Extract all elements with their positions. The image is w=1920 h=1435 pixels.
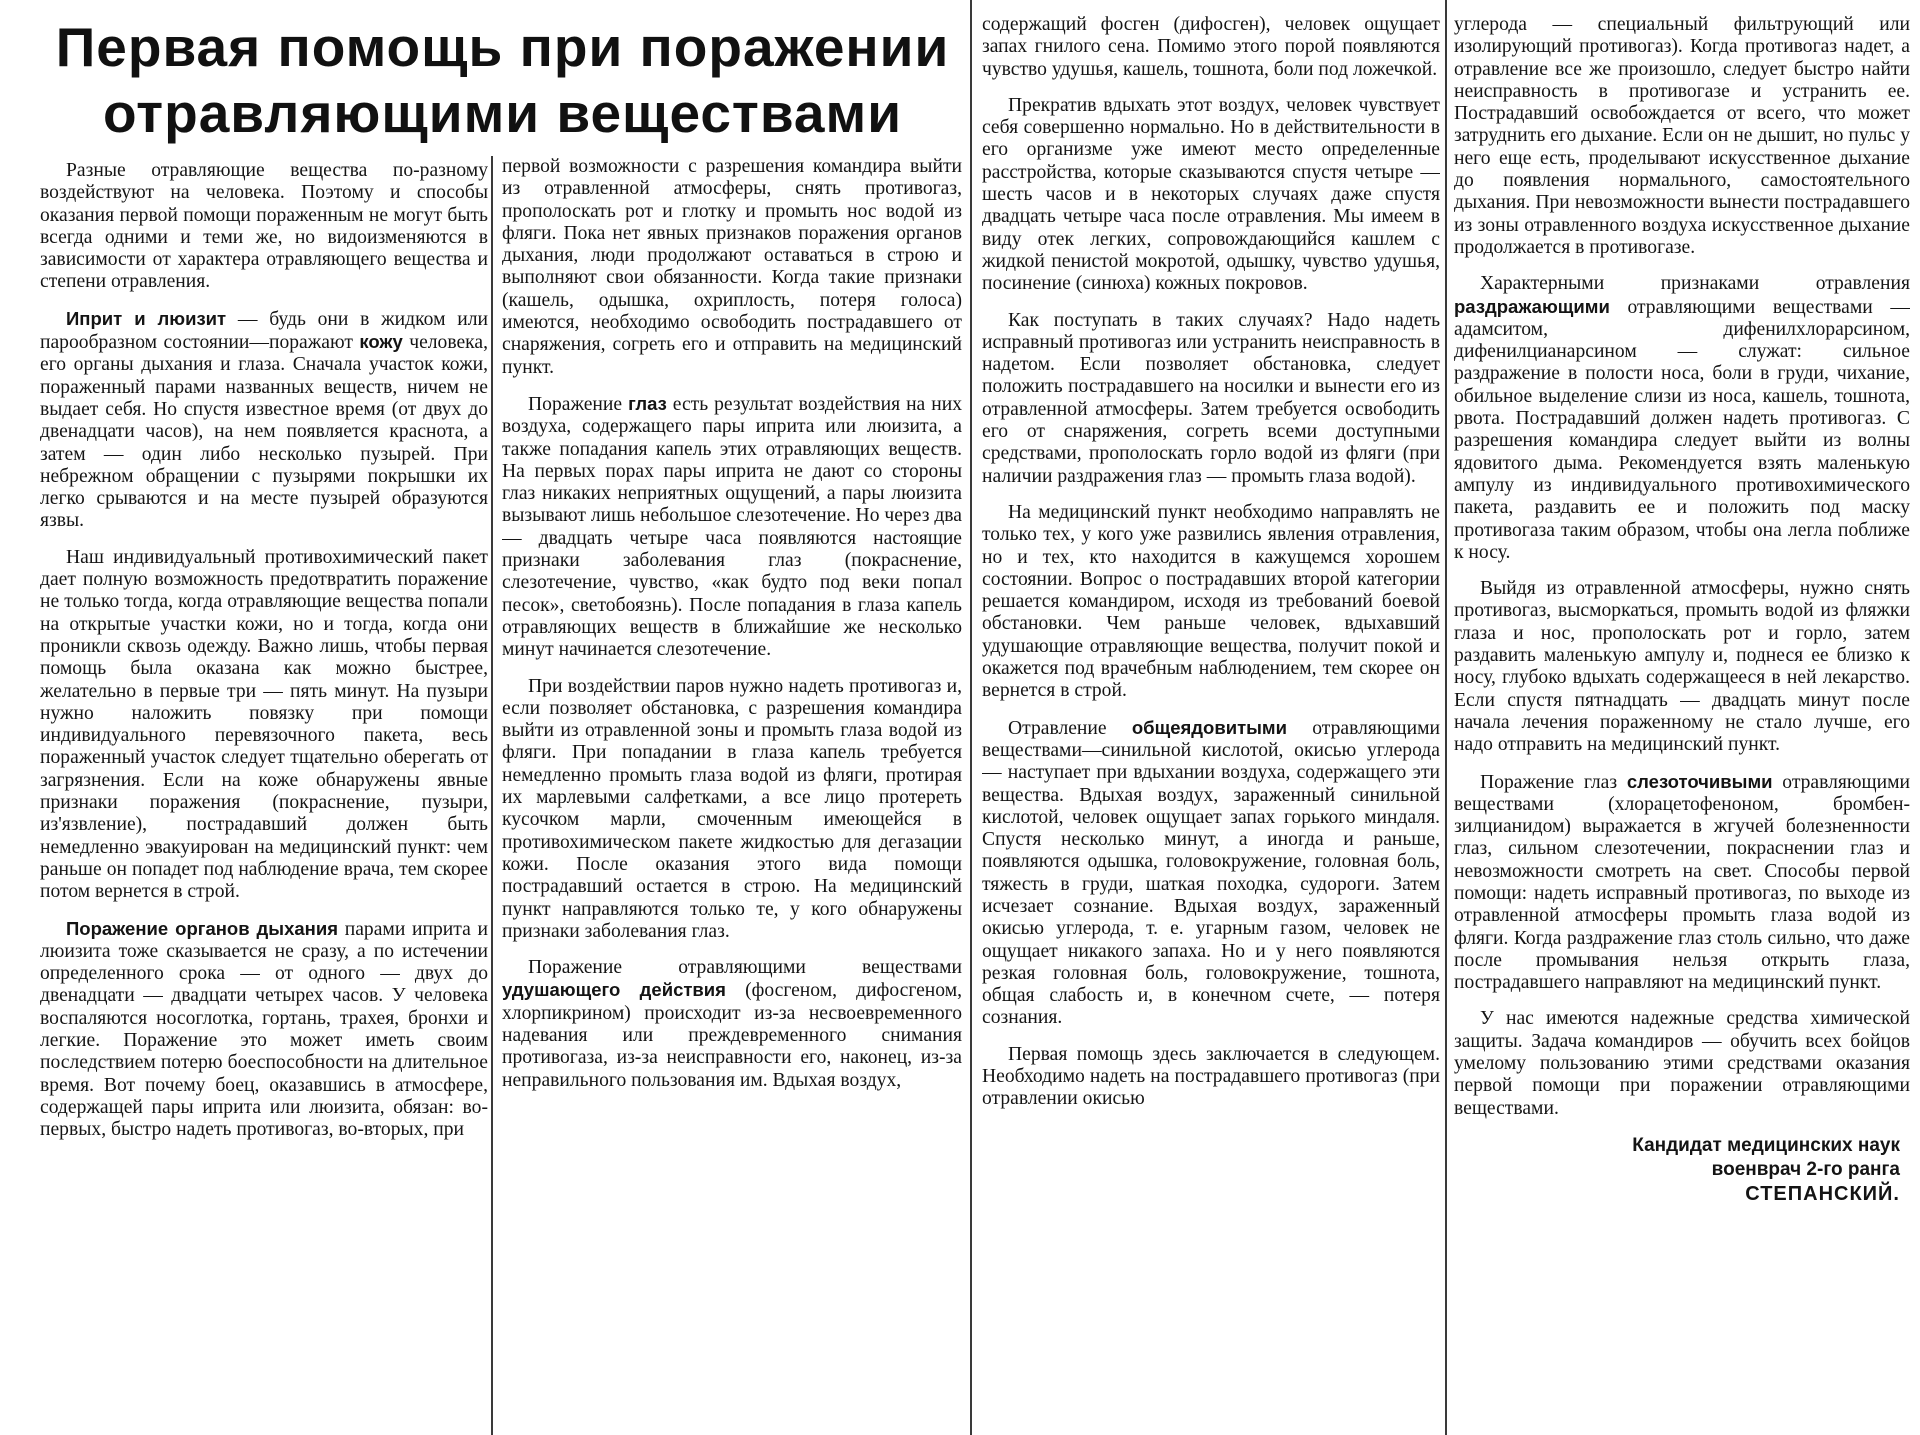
paragraph: Разные отравляющие вещества по-разному воздействуют на человека. Поэтому и способы оказания первой помощи пораженным не могут быть всегда одними и теми же, но видоизменяются в зависимости от характера отравляющего вещества и степени отравления. — [40, 160, 488, 293]
paragraph-text: отравляющими веществами (хлорацетофеноном, бромбен-зилцианидом) выражается в жгучей болезненности глаз, сильном слезотечении, покраснении глаз и невозможности смотреть на свет. Способы первой помощи: надеть исправный противогаз, по выходе из отравленной атмосферы промыть глаза водой из фляги. Когда раздражение глаз столь сильно, что даже после промывания нельзя открыть глаза, пострадавшего направляют на медицинский пункт. — [1454, 771, 1910, 994]
column-4 — [1454, 14, 1910, 1435]
paragraph-text: — будь они в жидком или парообразном состоянии—поражают — [40, 308, 488, 354]
paragraph-text: отравляющими веществами — адамситом, дифенилхлорарсином, дифенилцианарсином — служат: сильное раздражение в полости носа, боли в груди, чихание, обильное выделение слизи из носа, кашель, тошнота, рвота. Пострадавший должен надеть противогаз. С разрешения командира следует выйти из волны ядовитого дыма. Рекомендуется взять маленькую ампулу из индивидуального противохимического пакета, раздавить ее и положить под маску противогаза таким образом, чтобы она легла поближе к носу. — [1454, 296, 1910, 563]
paragraph: При воздействии паров нужно надеть противогаз и, если позволяет обстановка, с разрешения командира выйти из отравленной зоны и промыть глаза водой из фляги. При попадании в глаза капель требуется немедленно промыть глаза водой из фляги, протирая их марлевыми салфетками, а все лицо протереть кусочком марли, смоченным имеющейся в противохимическом пакете жидкостью для дегазации кожи. После оказания этого вида помощи пострадавший остается в строю. На медицинский пункт направляются только те, у кого обнаружены признаки заболевания глаз. — [502, 675, 962, 942]
paragraph: Наш индивидуальный противохимический пакет дает полную возможность предотвратить поражение не только тогда, когда отравляющие вещества попали на открытые участки кожи, но и тогда, когда они проникли сквозь одежду. Важно лишь, чтобы первая помощь была оказана как можно быстрее, желательно в первые три — пять минут. На пузыри нужно наложить повязку при помощи индивидуального перевязочного пакета, весь пораженный участок следует тщательно оберегать от загрязнения. Если на коже обнаружены явные признаки поражения (покраснение, пузыри, из'язвление), пострадавший должен быть немедленно эвакуирован на медицинский пункт: чем раньше он попадет под наблюдение врача, тем скорее потом вернется в строй. — [40, 546, 488, 903]
paragraph: содержащий фосген (дифосген), человек ощущает запах гнилого сена. Помимо этого порой появляются чувство удушья, кашель, тошнота, боли под ложечкой. — [982, 14, 1440, 80]
paragraph — [502, 957, 962, 1092]
paragraph: Первая помощь здесь заключается в следующем. Необходимо надеть на пострадавшего противогаз (при отравлении окисью — [982, 1043, 1440, 1110]
author-signature — [1454, 1134, 1910, 1206]
column-rule — [970, 0, 972, 1435]
column-2 — [502, 156, 962, 1435]
paragraph-text: Поражение — [528, 393, 629, 415]
headline-line-1: Первая помощь при поражении — [55, 16, 950, 78]
paragraph-text: Характерными признаками отравления — [1480, 273, 1910, 295]
paragraph: Выйдя из отравленной атмосферы, нужно снять противогаз, высморкаться, промыть водой из фляжки глаза и нос, прополоскать рот и горло, затем раздавить маленькую ампулу и, поднеся ее близко к носу, глубоко вдыхать содержащееся в ней лекарство. Если спустя пятнадцать — двадцать минут после начала лечения пораженному не стало лучше, его надо отправить на медицинский пункт. — [1454, 578, 1910, 756]
paragraph: углерода — специальный фильтрующий или изолирующий противогаз). Когда противогаз надет, а отравление все же произошло, следует быстро найти неисправность в противогазе и устранить ее. Пострадавший освобождается от всего, что может затруднить его дыхание. Если он не дышит, но пульс у него еще есть, проделывают искусственное дыхание до появления нормального, самостоятельного дыхания. При невозможности вынести пострадавшего из зоны отравленного воздуха искусственное дыхание продолжается в противогазе. — [1454, 14, 1910, 258]
paragraph — [1454, 771, 1910, 995]
paragraph-text: человека, его органы дыхания и глаза. Сначала участок кожи, пораженный парами названных веществ, ничем не выдает себя. Но спустя известное время (от двух до двенадцати часов), на нем появляется краснота, а затем — один либо несколько пузырей. При небрежном обращении с пузырями покрышки их легко срываются и на месте пузырей образуются язвы. — [40, 332, 488, 532]
author-name: СТЕПАНСКИЙ. — [1745, 1182, 1900, 1205]
column-rule — [1445, 0, 1447, 1435]
keyword: кожу — [359, 331, 403, 353]
paragraph-text: отравляющими веществами—синильной кислотой, окисью углерода — наступает при вдыхании воздуха, содержащего эти вещества. Вдыхая воздух, зараженный синильной кислотой, человек ощущает запах горького миндаля. Спустя несколько минут, а иногда и раньше, появляются одышка, головокружение, головная боль, тяжесть в груди, шаткая походка, судороги. Затем исчезает сознание. Вдыхая воздух, зараженный окисью углерода, т. е. угарным газом, человек не ощущает никакого запаха. Но и у него появляются резкая головная боль, головокружение, тошнота, общая слабость и, в конечном счете, — потеря сознания. — [982, 717, 1440, 1029]
paragraph — [982, 717, 1440, 1030]
paragraph: На медицинский пункт необходимо направлять не только тех, у кого уже развились явления отравления, но и тех, кто находится в кажущемся хорошем состоянии. Вопрос о пострадавших второй категории решается командиром, исходя из требований боевой обстановки. Чем раньше человек, вдыхавший удушающие отравляющие вещества, получит покой и окажется под врачебным наблюдением, тем скорее он вернется в строй. — [982, 501, 1440, 702]
keyword: удушающего действия — [502, 979, 726, 1001]
keyword: Иприт и люизит — [66, 307, 227, 329]
keyword: глаз — [628, 392, 667, 414]
paragraph-text: парами иприта и люизита тоже сказывается не сразу, а по истечении определенного срока — от одного — двух до двенадцати — двадцати четырех часов. У человека воспаляются носоглотка, гортань, трахея, бронхи и легкие. Поражение это может иметь своим последствием потерю боеспособности на длительное время. Вот почему боец, оказавшись в атмосфере, содержащей пары иприта или люизита, обязан: во-первых, быстро надеть противогаз, во-вторых, при — [40, 918, 488, 1141]
paragraph-text: (фосгеном, дифосгеном, хлорпикрином) происходит из-за несвоевременного надевания или преждевременного снимания противогаза, из-за неисправности его, наконец, из-за неправильного пользования им. Вдыхая воздух, — [502, 980, 962, 1091]
paragraph — [40, 308, 488, 533]
paragraph-text: Отравление — [1008, 717, 1132, 739]
paragraph-text: есть результат воздействия на них воздуха, содержащего пары иприта или люизита, а также попадания капель этих отравляющих веществ. На первых порах пары иприта не дают со стороны глаз никаких неприятных ощущений, а пары люизита вызывают лишь небольшое слезотечение. Но через два — двадцать четыре часа появляются настоящие признаки заболевания глаз (покраснение, слезотечение, чувство, «как будто под веки попал песок», светобоязнь). После попадания в глаза капель отравляющих веществ в ближайшие же несколько минут начинается слезотечение. — [502, 393, 962, 661]
keyword: слезоточивыми — [1626, 770, 1773, 792]
keyword: Поражение органов дыхания — [66, 917, 339, 939]
paragraph-text: Поражение отравляющими веществами — [528, 957, 962, 979]
paragraph — [1454, 273, 1910, 564]
paragraph: Как поступать в таких случаях? Надо надеть исправный противогаз или устранить неисправность в надетом. Если позволяет обстановка, следует положить пострадавшего на носилки и вынести его из отравленной атмосферы. Затем требуется освободить его от снаряжения, согреть всеми доступными средствами, прополоскать горло водой из фляги (при наличии раздражения глаз — промыть глаза водой). — [982, 309, 1440, 487]
paragraph — [40, 918, 488, 1142]
keyword: общеядовитыми — [1131, 716, 1287, 738]
paragraph: Прекратив вдыхать этот воздух, человек чувствует себя совершенно нормально. Но в действительности в его организме уже имеют место определенные расстройства, которые сказываются спустя четыре — шесть часов и в некоторых случаях даже спустя двадцать четыре часа после отравления. Мы имеем в виду отек легких, сопровождающийся кашлем с жидкой пенистой мокротой, одышку, чувство удушья, посинение (синюха) кожных покровов. — [982, 94, 1440, 295]
headline-line-2: отравляющими веществами — [102, 82, 903, 144]
keyword: раздражающими — [1454, 295, 1610, 317]
column-rule — [491, 156, 493, 1435]
column-3 — [982, 14, 1440, 1435]
paragraph-text: Поражение глаз — [1480, 771, 1627, 793]
paragraph: первой возможности с разрешения командира выйти из отравленной атмосферы, снять противогаз, прополоскать рот и глотку и промыть нос водой из фляги. Пока нет явных признаков поражения органов дыхания, люди продолжают оставаться в строю и выполняют свои обязанности. Когда такие признаки (кашель, одышка, охриплость, потеря голоса) имеются, необходимо освободить пострадавшего от снаряжения, согреть его и отправить на медицинский пункт. — [502, 156, 962, 378]
paragraph — [502, 393, 962, 662]
author-rank: военврач 2-го ранга — [1711, 1158, 1900, 1180]
column-1 — [40, 0, 488, 1435]
author-degree: Кандидат медицинских наук — [1632, 1134, 1900, 1156]
paragraph: У нас имеются надежные средства химической защиты. Задача командиров — обучить всех бойцов умелому пользованию этими средствами оказания первой помощи при поражении отравляющими веществами. — [1454, 1008, 1910, 1119]
